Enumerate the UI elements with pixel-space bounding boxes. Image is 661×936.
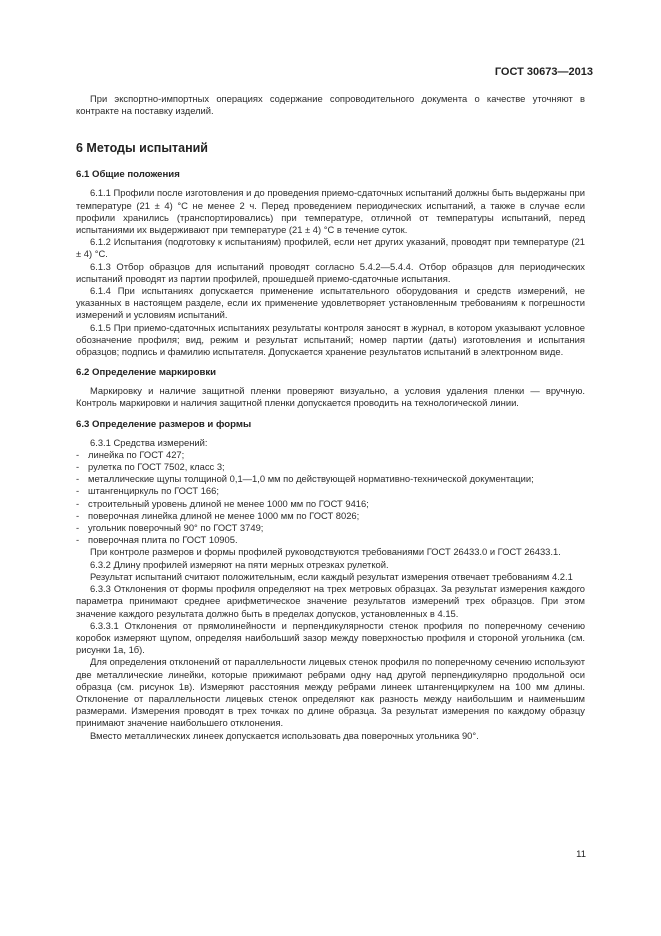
paragraph-6-3-1-note: При контроле размеров и формы профилей руководствуются требованиями ГОСТ 26433.0 и ГОСТ 26433.1. [90,546,561,558]
paragraph-6-1-1: 6.1.1 Профили после изготовления и до проведения приемо-сдаточных испытаний должны быть выдержаны при температуре (21 ± 4) °С не менее 2 ч. Перед проведением периодических испытаний, а также в случае если профили хранились (транспортировались) при температуре, отличной от температуры испытаний, перед испытаниями их выдерживают при температуре (21 ± 4) °С в течение суток. [76,187,585,236]
list-item: - строительный уровень длиной не менее 1000 мм по ГОСТ 9416; [76,497,369,509]
list-item: - поверочная плита по ГОСТ 10905. [76,534,238,546]
paragraph-6-1-3: 6.1.3 Отбор образцов для испытаний проводят согласно 5.4.2—5.4.4. Отбор образцов для периодических испытаний проводят из партии профилей, прошедшей приемо-сдаточные испытания. [76,260,585,284]
section-6-1-heading: 6.1 Общие положения [76,169,180,181]
paragraph-6-3-3-1: 6.3.3.1 Отклонения от прямолинейности и перпендикулярности стенок профиля по поперечному сечению коробок измеряют щупом, определяя наибольший зазор между поверхностью профиля и стороной угольника (см. рисунки 1а, 1б). [76,619,585,656]
paragraph-parallelism: Для определения отклонений от параллельности лицевых стенок профиля по поперечному сечению используют две металлические линейки, которые прижимают ребрами одну над другой перпендикулярно продольной оси образца (см. рисунок 1в). Измеряют расстояния между ребрами линеек штангенциркулем на 100 мм длины. Отклонение от параллельности лицевых стенок определяют как разность между наибольшим и наименьшим размерами. Измерения проводят в трех точках по длине образца. За результат измерения по каждому образцу принимают значение наибольшего отклонения. [76,656,585,729]
paragraph-6-1-2: 6.1.2 Испытания (подготовку к испытаниям) профилей, если нет других указаний, проводят при температуре (21 ± 4) °С. [76,236,585,260]
standard-number: ГОСТ 30673—2013 [494,66,593,78]
paragraph-6-1-4: 6.1.4 При испытаниях допускается применение испытательного оборудования и средств измерений, не указанных в настоящем разделе, если их применение удовлетворяет установленным требованиям к погрешности измерений и условиям испытаний. [76,285,585,321]
list-item: - линейка по ГОСТ 427; [76,448,185,460]
paragraph-6-3-2: 6.3.2 Длину профилей измеряют на пяти мерных отрезках рулеткой. [90,558,389,570]
list-item: - угольник поверочный 90° по ГОСТ 3749; [76,522,264,534]
section-6-2-heading: 6.2 Определение маркировки [76,367,217,379]
list-item: - рулетка по ГОСТ 7502, класс 3; [76,461,225,473]
paragraph-6-3-1: 6.3.1 Средства измерений: [90,436,208,448]
paragraph-6-3-2-result: Результат испытаний считают положительным, если каждый результат измерения отвечает требованиям 4.2.1 [90,570,573,582]
paragraph-6-1-5: 6.1.5 При приемо-сдаточных испытаниях результаты контроля заносят в журнал, в котором указывают условное обозначение профиля; вид, режим и результат испытаний; номер партии (даты) изготовления и испытания образцов; подпись и фамилию испытателя. Допускается хранение результатов испытаний в электронном виде. [76,321,585,358]
document-body [76,93,585,742]
paragraph-6-2: Маркировку и наличие защитной пленки проверяют визуально, а условия удаления пленки — вручную. Контроль маркировки и наличия защитной пленки допускается проводить на технологической линии. [76,385,585,409]
paragraph-squares: Вместо металлических линеек допускается использовать два поверочных угольника 90°. [90,729,479,741]
list-item: - штангенциркуль по ГОСТ 166; [76,485,219,497]
paragraph-6-3-3: 6.3.3 Отклонения от формы профиля определяют на трех метровых образцах. За результат измерения каждого параметра принимают среднее арифметическое значение результатов измерений трех образцов. При этом значение каждого результата должно быть в пределах допусков, установленных в 4.15. [76,583,585,619]
section-6-heading: 6 Методы испытаний [76,141,208,156]
list-item: - металлические щупы толщиной 0,1—1,0 мм по действующей нормативно-технической документации; [76,473,534,485]
intro-paragraph: При экспортно-импортных операциях содержание сопроводительного документа о качестве уточняют в контракте на поставку изделий. [76,93,585,117]
list-item: - поверочная линейка длиной не менее 1000 мм по ГОСТ 8026; [76,509,360,521]
page-number: 11 [576,849,586,860]
section-6-3-heading: 6.3 Определение размеров и формы [76,418,252,430]
